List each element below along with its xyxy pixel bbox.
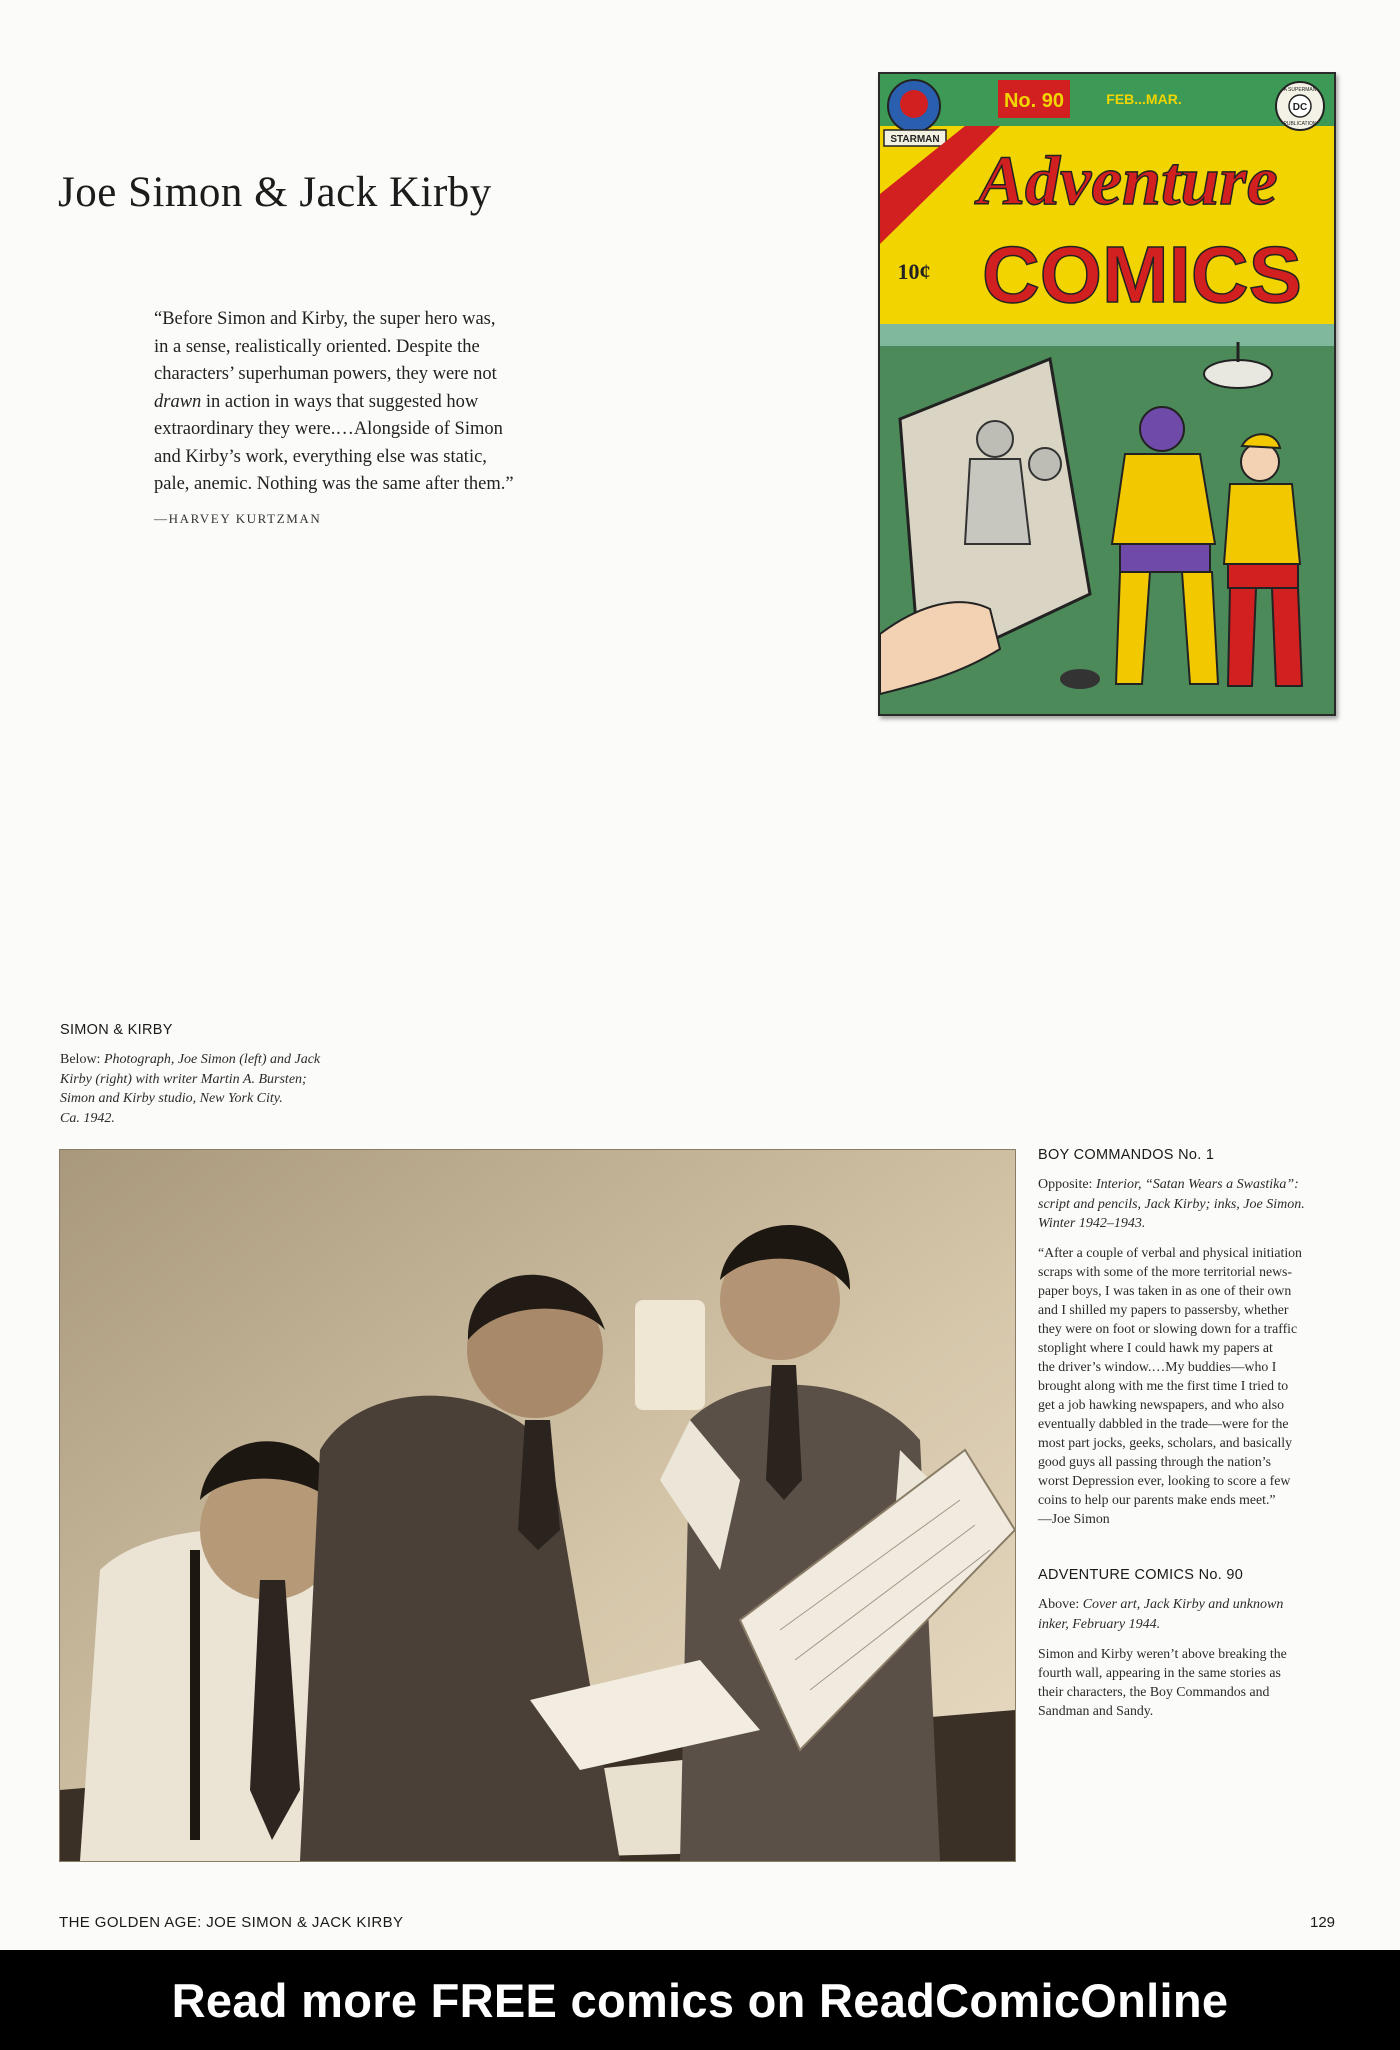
- quote-line: coins to help our parents make ends meet.”: [1038, 1492, 1276, 1507]
- quote-line: in a sense, realistically oriented. Despite the: [154, 336, 480, 357]
- caption-line: [60, 1050, 360, 1070]
- cover-art: [880, 74, 1334, 714]
- adventure-comics-body: [1038, 1644, 1348, 1720]
- caption-line: Ca. 1942.: [60, 1110, 115, 1126]
- quote-line: paper boys, I was taken in as one of their own: [1038, 1283, 1292, 1298]
- quote-line: “Before Simon and Kirby, the super hero was,: [154, 309, 496, 329]
- running-footer: THE GOLDEN AGE: JOE SIMON & JACK KIRBY: [59, 1914, 404, 1931]
- cover-seal-bottom: PUBLICATION: [1283, 121, 1317, 127]
- body-line: Simon and Kirby weren’t above breaking the: [1038, 1646, 1287, 1661]
- cover-seal-top: A SUPERMAN: [1283, 87, 1317, 93]
- page-title: Joe Simon & Jack Kirby: [58, 169, 492, 216]
- quote-attribution: —Joe Simon: [1038, 1511, 1110, 1526]
- caption-label: Opposite:: [1038, 1177, 1093, 1192]
- caption-heading-adventure-comics: ADVENTURE COMICS No. 90: [1038, 1567, 1244, 1583]
- caption-adventure-comics: [1038, 1595, 1348, 1634]
- quote-line: brought along with me the first time I tried to: [1038, 1378, 1289, 1393]
- page-number: 129: [1310, 1914, 1336, 1931]
- caption-line: script and pencils, Jack Kirby; inks, Joe Simon.: [1038, 1196, 1305, 1212]
- promo-banner-link[interactable]: Read more FREE comics on ReadComicOnline: [171, 1973, 1229, 2027]
- quote-line: most part jocks, geeks, scholars, and basically: [1038, 1435, 1293, 1450]
- quote-line: and I shilled my papers to passersby, whether: [1038, 1302, 1289, 1317]
- caption-simon-kirby: [60, 1050, 360, 1128]
- quote-line: pale, anemic. Nothing was the same after them.”: [154, 474, 514, 494]
- quote-line: [154, 389, 604, 417]
- cover-date: FEB...MAR.: [1106, 91, 1182, 107]
- studio-photograph: [59, 1149, 1016, 1862]
- cover-title-line2: COMICS: [982, 230, 1302, 319]
- body-line: Sandman and Sandy.: [1038, 1703, 1154, 1718]
- caption-line: [1038, 1595, 1348, 1615]
- adventure-comics-cover: [878, 72, 1336, 716]
- quote-line: worst Depression ever, looking to score a few: [1038, 1473, 1291, 1488]
- caption-heading-simon-kirby: SIMON & KIRBY: [60, 1022, 173, 1038]
- cover-title-line1: Adventure: [978, 143, 1278, 220]
- joe-simon-quote: [1038, 1243, 1350, 1528]
- caption-line: Simon and Kirby studio, New York City.: [60, 1091, 283, 1106]
- quote-line: “After a couple of verbal and physical initiation: [1038, 1245, 1302, 1260]
- caption-line: Winter 1942–1943.: [1038, 1216, 1146, 1231]
- cover-price: 10¢: [897, 259, 931, 284]
- quote-line: scraps with some of the more territorial news-: [1038, 1264, 1293, 1279]
- caption-line: Kirby (right) with writer Martin A. Bursten;: [60, 1071, 307, 1087]
- quote-line: they were on foot or slowing down for a traffic: [1038, 1321, 1298, 1336]
- quote-line: get a job hawking newspapers, and who also: [1038, 1397, 1284, 1412]
- quote-attribution: —HARVEY KURTZMAN: [154, 510, 322, 526]
- caption-boy-commandos: [1038, 1175, 1348, 1234]
- kurtzman-quote: [154, 306, 604, 532]
- quote-line: extraordinary they were.…Alongside of Simon: [154, 419, 503, 439]
- caption-label: Below:: [60, 1052, 101, 1067]
- body-line: fourth wall, appearing in the same stories as: [1038, 1665, 1281, 1680]
- caption-line: [1038, 1175, 1348, 1195]
- promo-banner[interactable]: [0, 1950, 1400, 2050]
- cover-issue-number: No. 90: [1003, 90, 1065, 112]
- photo-art: [60, 1150, 1015, 1861]
- cover-hero-badge: STARMAN: [890, 134, 940, 145]
- quote-line: characters’ superhuman powers, they were not: [154, 364, 497, 384]
- quote-emphasis: drawn: [154, 391, 202, 412]
- quote-line: eventually dabbled in the trade—were for the: [1038, 1416, 1289, 1431]
- quote-line: stoplight where I could hawk my papers at: [1038, 1340, 1273, 1355]
- quote-line-rest: in action in ways that suggested how: [205, 391, 479, 412]
- quote-line: the driver’s window.…My buddies—who I: [1038, 1359, 1277, 1374]
- quote-line: and Kirby’s work, everything else was static,: [154, 446, 487, 467]
- caption-heading-boy-commandos: BOY COMMANDOS No. 1: [1038, 1147, 1215, 1163]
- quote-line: good guys all passing through the nation’s: [1038, 1454, 1271, 1469]
- caption-line-text: Cover art, Jack Kirby and unknown: [1082, 1597, 1284, 1612]
- body-line: their characters, the Boy Commandos and: [1038, 1684, 1270, 1699]
- caption-line: inker, February 1944.: [1038, 1616, 1161, 1632]
- cover-seal-mid: DC: [1292, 102, 1308, 113]
- caption-label: Above:: [1038, 1597, 1080, 1612]
- caption-line-text: Interior, “Satan Wears a Swastika”:: [1095, 1177, 1299, 1192]
- caption-line-text: Photograph, Joe Simon (left) and Jack: [103, 1052, 321, 1067]
